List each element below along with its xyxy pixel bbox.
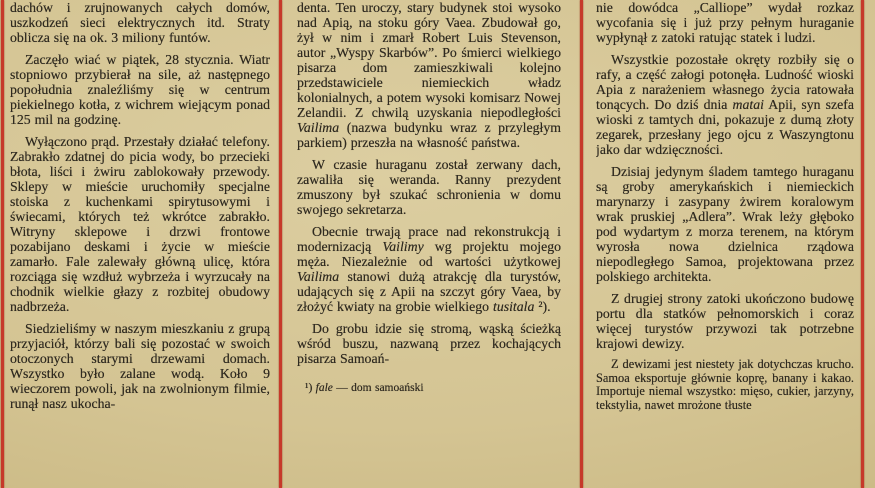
column-rule-2-3 [580,0,583,488]
article-paragraph: Obecnie trwają prace nad rekonstrukcją i modernizacją Vailimy wg projektu mojego męża. Niezależnie od wartości użytkowej Vailima stanowi dużą atrakcję dla turystów, udających się z Apii na szczyt góry Vaea, by złożyć kwiaty na grobie wielkiego tusitala ²). [297,224,561,314]
footnote: ¹) fale — dom samoański [305,382,424,394]
article-paragraph: Zaczęło wiać w piątek, 28 stycznia. Wiatr stopniowo przybierał na sile, aż następnego popołudnia znaleźliśmy się w centrum piekielnego kotła, z wichrem wiejącym ponad 125 mil na godzinę. [10,52,270,127]
article-paragraph: Wszystkie pozostałe okręty rozbiły się o rafy, a część załogi potonęła. Ludność wioski Apia z narażeniem własnego życia ratowała tonących. Do dziś dnia matai Apii, syn szefa wioski z tamtych dni, pokazuje z dumą złoty zegarek, przesłany jego ojcu z Waszyngtonu jako dar wdzięczności. [596,52,854,157]
column-rule-right [861,0,864,488]
article-paragraph: W czasie huraganu został zerwany dach, zawaliła się weranda. Ranny prezydent zmuszony był szukać schronienia w domu swojego sekretarza. [297,157,561,217]
article-column-2 [297,0,561,488]
article-column-1 [10,0,270,488]
article-paragraph: dachów i zrujnowanych całych domów, uszkodzeń sieci elektrycznych itd. Straty oblicza się na ok. 3 miliony funtów. [10,0,270,45]
article-paragraph: nie dowódca „Calliope” wydał rozkaz wycofania się i już przy pełnym huraganie wypłynął z zatoki ratując statek i ludzi. [596,0,854,45]
article-paragraph: Dzisiaj jedynym śladem tamtego huraganu są groby amerykańskich i niemieckich marynarzy i zasypany żwirem koralowym wrak pruskiej „Adlera”. Wrak leży głęboko pod wydartym z morza terenem, na którym wyrosła nowa dzielnica rządowa niepodległego Samoa, projektowana przez polskiego architekta. [596,164,854,284]
article-paragraph: Z dewizami jest niestety jak dotychczas krucho. Samoa eksportuje głównie koprę, banany i kakao. Importuje niemal wszystko: mięso, cukier, jarzyny, tekstylia, nawet mrożone tłuste [596,357,854,412]
article-paragraph: Do grobu idzie się stromą, wąską ścieżką wśród buszu, nazwaną przez kochających pisarza Samoań- [297,321,561,366]
article-paragraph: Z drugiej strony zatoki ukończono budowę portu dla statków pełnomorskich i coraz więcej turystów przywozi tak potrzebne krajowi dewizy. [596,291,854,351]
article-paragraph: Siedzieliśmy w naszym mieszkaniu z grupą przyjaciół, którzy bali się pozostać w swoich otoczonych starymi drzewami domach. Wszystko było zalane wodą. Koło 9 wieczorem powoli, jak na zwolnionym filmie, runął nasz ukocha- [10,321,270,411]
column-rule-1-2 [279,0,282,488]
article-column-3 [596,0,854,488]
article-paragraph: denta. Ten uroczy, stary budynek stoi wysoko nad Apią, na stoku góry Vaea. Zbudował go, żył w nim i zmarł Robert Luis Stevenson, autor „Wyspy Skarbów”. Po śmierci wielkiego pisarza dom zamieszkiwali kolejno przedstawiciele niemieckich władz kolonialnych, a potem wysoki komisarz Nowej Zelandii. Z chwilą uzyskania niepodległości Vailima (nazwa budynku wraz z przyległym parkiem) przeszła na własność państwa. [297,0,561,150]
article-paragraph: Wyłączono prąd. Przestały działać telefony. Zabrakło zdatnej do picia wody, bo przecieki błota, liści i żwiru zablokowały przewody. Sklepy w mieście uruchomiły specjalne stoiska z kuchenkami spirytusowymi i świecami, których też wkrótce zabrakło. Witryny sklepowe i drzwi frontowe pozabijano deskami i życie w mieście zamarło. Fale zalewały główną ulicę, która rozciąga się wzdłuż wybrzeża i wyrzucały na chodnik wielkie głazy z rozbitej obudowy nadbrzeża. [10,134,270,314]
column-rule-left [1,0,4,488]
